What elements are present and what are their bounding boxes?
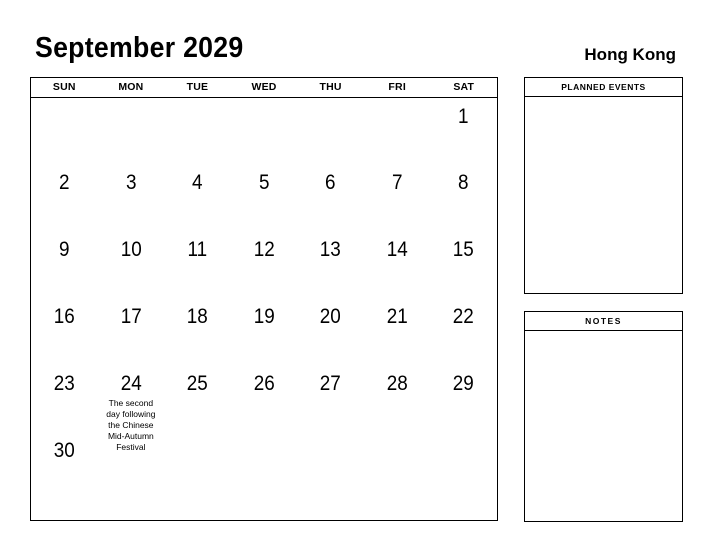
day-number: 18 <box>186 305 208 328</box>
day-number: 10 <box>120 238 142 261</box>
day-cell <box>297 365 364 432</box>
day-number: 4 <box>192 171 203 194</box>
day-cell <box>430 164 497 231</box>
day-cell <box>98 432 165 499</box>
day-number: 24 <box>120 372 142 395</box>
day-number: 17 <box>120 305 142 328</box>
day-number: 16 <box>53 305 75 328</box>
day-number: 20 <box>320 305 342 328</box>
weekday-header: MON <box>118 81 144 93</box>
calendar-week-row <box>31 98 497 164</box>
weekday-header: SAT <box>453 81 475 93</box>
day-number: 5 <box>258 171 270 194</box>
day-number: 14 <box>386 238 408 261</box>
weekday-header: TUE <box>186 81 209 93</box>
day-cell <box>297 98 364 164</box>
day-number: 28 <box>386 372 408 395</box>
calendar-grid <box>30 77 498 521</box>
day-number: 15 <box>453 238 475 261</box>
day-cell <box>297 432 364 499</box>
day-cell <box>231 164 298 231</box>
weekday-header: WED <box>251 81 277 93</box>
weekday-header-row <box>31 78 497 98</box>
holiday-note: The second day following the Chinese Mid-Autumn Festival <box>106 398 156 452</box>
day-cell <box>297 164 364 231</box>
day-cell <box>364 432 431 499</box>
weekday-header: SUN <box>52 81 76 93</box>
day-number: 26 <box>253 372 275 395</box>
day-number: 30 <box>53 439 75 462</box>
day-cell <box>231 365 298 432</box>
day-number: 9 <box>59 238 70 261</box>
day-cell <box>364 231 431 298</box>
day-number: 6 <box>325 171 336 194</box>
day-number: 2 <box>59 171 70 194</box>
day-cell <box>164 164 231 231</box>
day-number: 19 <box>253 305 275 328</box>
day-cell <box>164 98 231 164</box>
day-cell <box>164 231 231 298</box>
day-cell <box>98 298 165 365</box>
day-cell <box>297 298 364 365</box>
day-cell <box>31 365 98 432</box>
day-cell <box>364 98 431 164</box>
day-cell <box>364 164 431 231</box>
day-number: 25 <box>186 372 208 395</box>
day-number: 27 <box>320 372 342 395</box>
weekday-header: THU <box>319 81 342 93</box>
day-cell <box>31 231 98 298</box>
day-cell <box>164 365 231 432</box>
notes-panel <box>524 311 683 522</box>
day-cell <box>31 98 98 164</box>
day-cell <box>231 432 298 499</box>
day-number: 23 <box>53 372 75 395</box>
day-number: 12 <box>253 238 275 261</box>
weekday-header: FRI <box>388 81 406 93</box>
calendar-week-row <box>31 164 497 231</box>
day-cell <box>31 432 98 499</box>
page-title: September 2029 <box>35 32 244 64</box>
day-number: 13 <box>320 238 342 261</box>
day-cell <box>231 98 298 164</box>
day-cell <box>164 298 231 365</box>
day-number: 22 <box>453 305 475 328</box>
day-cell <box>31 164 98 231</box>
day-cell <box>98 164 165 231</box>
calendar-week-row <box>31 298 497 365</box>
day-cell <box>430 98 497 164</box>
day-number: 21 <box>386 305 408 328</box>
day-cell <box>430 298 497 365</box>
calendar-week-row <box>31 231 497 298</box>
day-number: 29 <box>453 372 475 395</box>
day-number: 11 <box>187 238 208 261</box>
day-cell <box>231 298 298 365</box>
day-cell <box>98 365 165 452</box>
day-number: 3 <box>125 171 137 194</box>
planned-events-heading: PLANNED EVENTS <box>525 78 682 97</box>
day-cell <box>364 298 431 365</box>
calendar-week-row <box>31 432 497 499</box>
day-cell <box>31 298 98 365</box>
region-label: Hong Kong <box>584 45 676 64</box>
day-cell <box>98 98 165 164</box>
notes-heading: NOTES <box>525 312 682 331</box>
day-cell <box>430 231 497 298</box>
day-cell <box>430 365 497 432</box>
day-cell <box>297 231 364 298</box>
day-number: 7 <box>391 171 403 194</box>
planned-events-panel <box>524 77 683 294</box>
day-cell <box>231 231 298 298</box>
calendar-weeks <box>31 98 497 499</box>
day-cell <box>364 365 431 432</box>
day-cell <box>164 432 231 499</box>
day-cell <box>430 432 497 499</box>
day-number: 8 <box>458 171 470 194</box>
day-cell <box>98 231 165 298</box>
day-number: 1 <box>458 105 470 128</box>
